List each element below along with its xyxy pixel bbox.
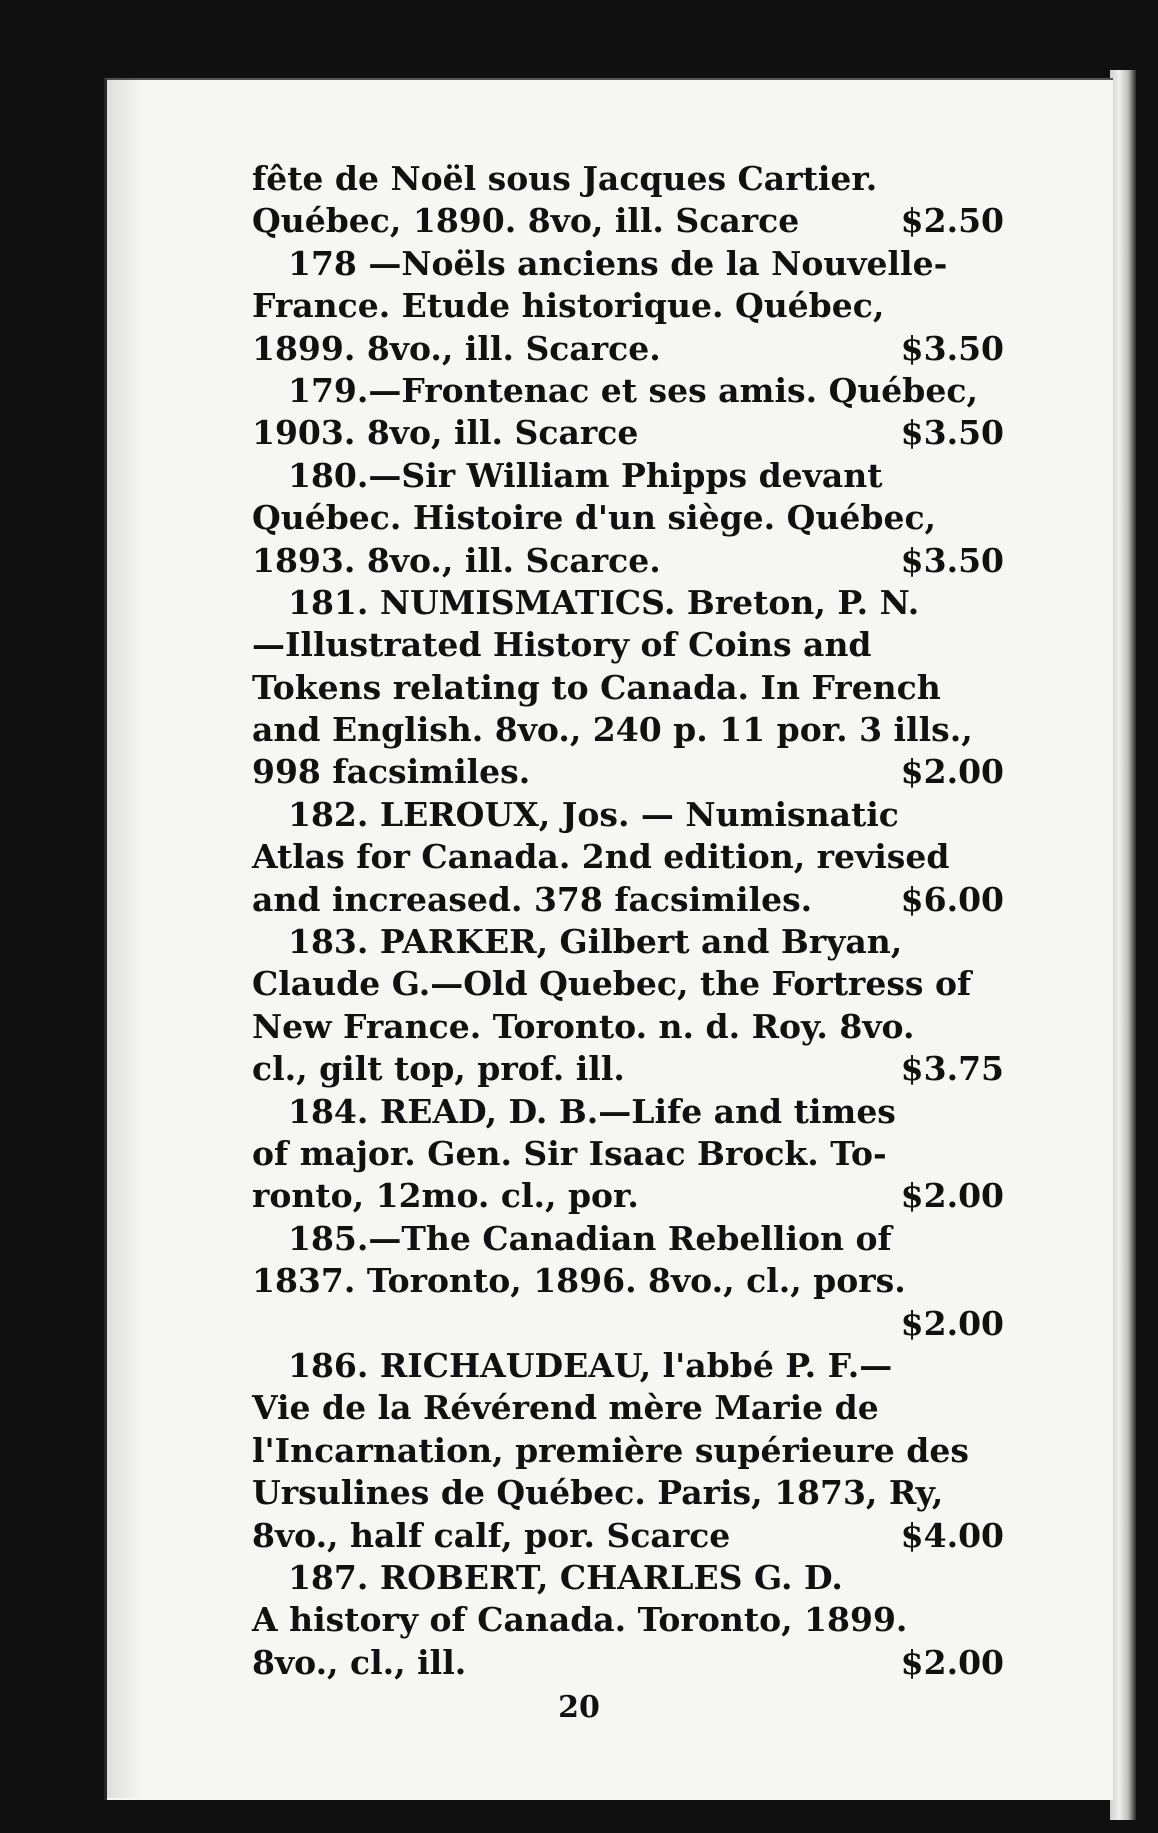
line-text: 180.—Sir William Phipps devant xyxy=(288,455,883,495)
line-price: $2.50 xyxy=(900,201,1004,241)
catalogue-line xyxy=(252,200,1004,242)
catalogue-line xyxy=(252,1091,1004,1133)
page-number: 20 xyxy=(558,1690,600,1725)
catalogue-line xyxy=(252,285,1004,327)
line-text: 1893. 8vo., ill. Scarce. xyxy=(252,540,661,580)
line-text: 179.—Frontenac et ses amis. Québec, xyxy=(288,370,978,410)
line-text: fête de Noël sous Jacques Cartier. xyxy=(252,159,878,198)
line-text: 187. ROBERT, CHARLES G. D. xyxy=(288,1557,843,1597)
catalogue-line xyxy=(252,751,1004,793)
catalogue-line xyxy=(252,243,1004,285)
catalogue-line xyxy=(252,1303,1004,1345)
catalogue-line xyxy=(252,667,1004,709)
line-text: Atlas for Canada. 2nd edition, revised xyxy=(252,837,950,877)
line-price: $4.00 xyxy=(900,1515,1004,1555)
catalogue-line xyxy=(252,412,1004,454)
catalogue-line xyxy=(252,963,1004,1005)
catalogue-text-block xyxy=(252,158,1004,1684)
catalogue-line xyxy=(252,1175,1004,1217)
catalogue-line xyxy=(252,879,1004,921)
catalogue-line xyxy=(252,1345,1004,1387)
line-text: 998 facsimiles. xyxy=(252,752,531,792)
line-text: New France. Toronto. n. d. Roy. 8vo. xyxy=(252,1006,915,1046)
catalogue-line xyxy=(252,497,1004,539)
line-text: France. Etude historique. Québec, xyxy=(252,286,885,326)
catalogue-line xyxy=(252,709,1004,751)
line-text: 178 —Noëls anciens de la Nouvelle- xyxy=(288,243,948,283)
line-text: Claude G.—Old Quebec, the Fortress of xyxy=(252,964,972,1004)
catalogue-line xyxy=(252,1260,1004,1302)
line-text: of major. Gen. Sir Isaac Brock. To- xyxy=(252,1133,887,1173)
line-text: 1899. 8vo., ill. Scarce. xyxy=(252,328,661,368)
line-text: 1903. 8vo, ill. Scarce xyxy=(252,413,639,453)
catalogue-line xyxy=(252,1430,1004,1472)
line-text: 1837. Toronto, 1896. 8vo., cl., pors. xyxy=(252,1261,906,1301)
line-price: $3.50 xyxy=(900,413,1004,453)
line-text: Tokens relating to Canada. In French xyxy=(252,667,941,707)
line-text: 186. RICHAUDEAU, l'abbé P. F.— xyxy=(288,1345,893,1385)
line-text: 181. NUMISMATICS. Breton, P. N. xyxy=(288,582,920,622)
line-text: A history of Canada. Toronto, 1899. xyxy=(252,1600,908,1640)
catalogue-line xyxy=(252,158,1004,200)
line-text: l'Incarnation, première supérieure des xyxy=(252,1430,969,1470)
catalogue-line xyxy=(252,1599,1004,1641)
line-text: cl., gilt top, prof. ill. xyxy=(252,1049,625,1089)
line-text: 182. LEROUX, Jos. — Numisnatic xyxy=(288,794,899,834)
line-text: Québec. Histoire d'un siège. Québec, xyxy=(252,498,937,538)
line-price: $3.75 xyxy=(900,1049,1004,1089)
catalogue-line xyxy=(252,1557,1004,1599)
line-text: Ursulines de Québec. Paris, 1873, Ry, xyxy=(252,1473,944,1513)
catalogue-line xyxy=(252,624,1004,666)
catalogue-line xyxy=(252,836,1004,878)
line-price: $2.00 xyxy=(900,1176,1004,1216)
line-text: ronto, 12mo. cl., por. xyxy=(252,1176,639,1216)
catalogue-line xyxy=(252,540,1004,582)
catalogue-line xyxy=(252,370,1004,412)
line-price: $2.00 xyxy=(900,752,1004,792)
catalogue-line xyxy=(252,1387,1004,1429)
line-text: 8vo., half calf, por. Scarce xyxy=(252,1515,731,1555)
catalogue-line xyxy=(252,1642,1004,1684)
catalogue-line xyxy=(252,455,1004,497)
catalogue-line xyxy=(252,1006,1004,1048)
line-text: and increased. 378 facsimiles. xyxy=(252,879,813,919)
catalogue-line xyxy=(252,328,1004,370)
line-price: $6.00 xyxy=(900,879,1004,919)
line-text: 185.—The Canadian Rebellion of xyxy=(288,1218,892,1258)
line-price: $3.50 xyxy=(900,540,1004,580)
catalogue-line xyxy=(252,1133,1004,1175)
line-text: 184. READ, D. B.—Life and times xyxy=(288,1091,896,1131)
catalogue-line xyxy=(252,794,1004,836)
line-price: $2.00 xyxy=(900,1642,1004,1682)
page-edge-right xyxy=(1110,70,1136,1820)
line-price: $3.50 xyxy=(900,328,1004,368)
catalogue-line xyxy=(252,1218,1004,1260)
catalogue-line xyxy=(252,1048,1004,1090)
catalogue-line xyxy=(252,921,1004,963)
line-text: —Illustrated History of Coins and xyxy=(252,625,872,665)
catalogue-line xyxy=(252,1472,1004,1514)
line-text: Vie de la Révérend mère Marie de xyxy=(252,1388,879,1428)
line-text: and English. 8vo., 240 p. 11 por. 3 ills., xyxy=(252,710,973,750)
catalogue-line xyxy=(252,1515,1004,1557)
page-gutter-shadow xyxy=(104,78,144,1798)
line-text: 183. PARKER, Gilbert and Bryan, xyxy=(288,922,903,962)
catalogue-line xyxy=(252,582,1004,624)
line-text: Québec, 1890. 8vo, ill. Scarce xyxy=(252,201,800,241)
line-price: $2.00 xyxy=(900,1303,1004,1343)
line-text: 8vo., cl., ill. xyxy=(252,1642,467,1682)
